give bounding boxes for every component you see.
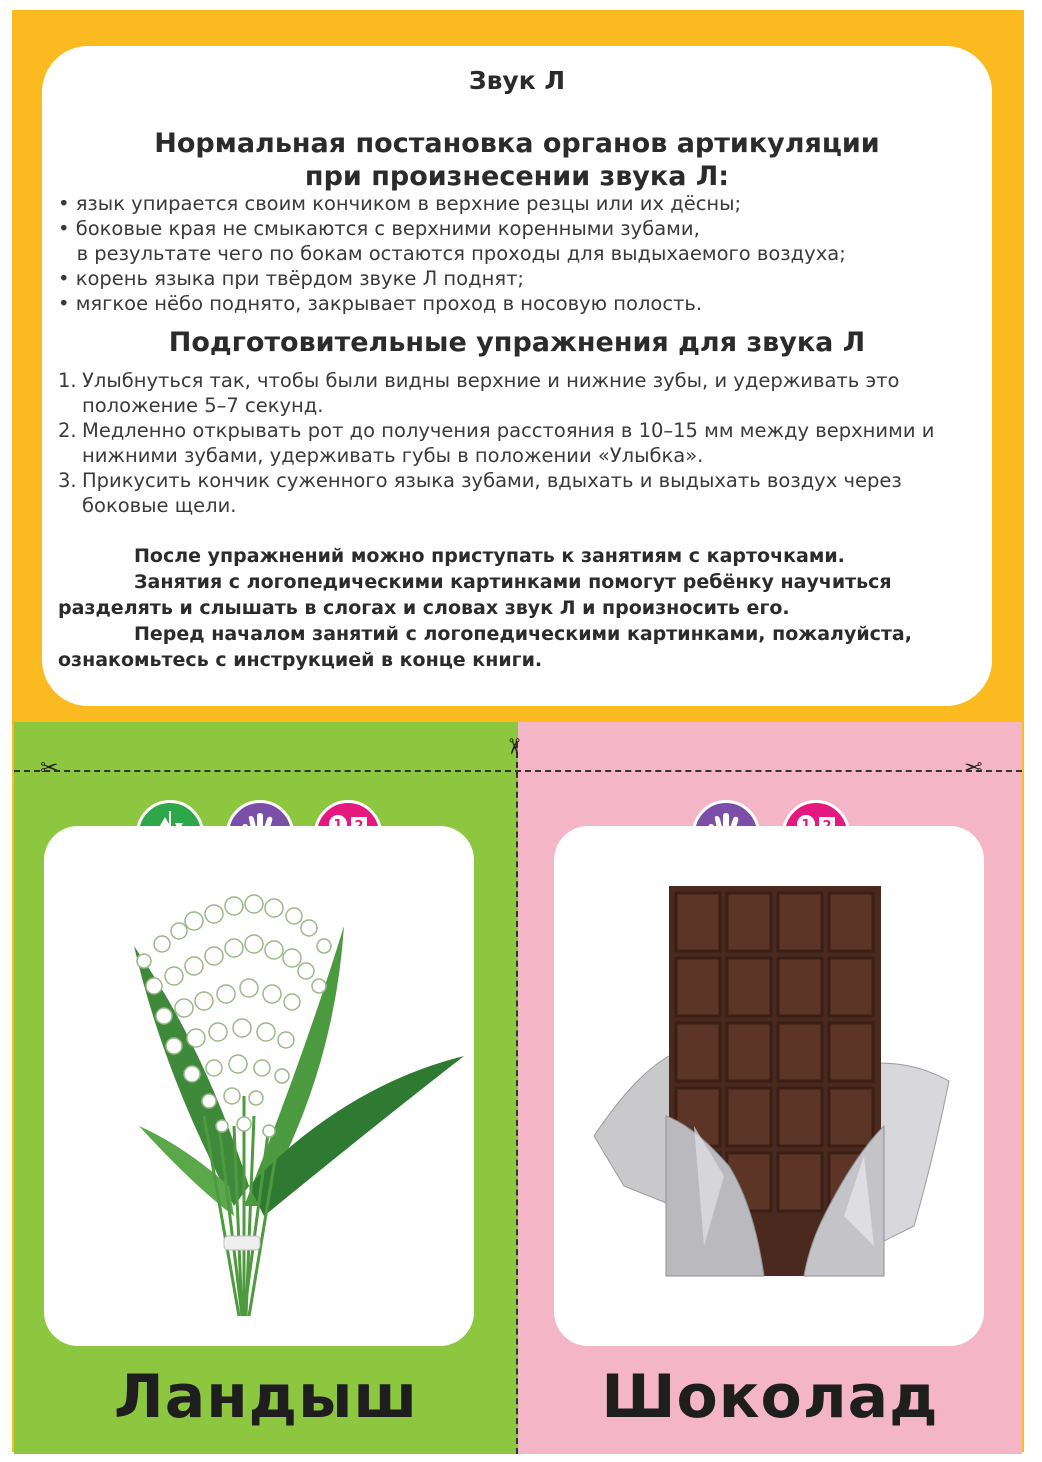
list-item: • корень языка при твёрдом звуке Л поднят; — [58, 267, 525, 290]
scissors-icon: ✂ — [964, 756, 983, 781]
card-word-lily: Ландыш — [113, 1362, 419, 1432]
list-item: 3. Прикусить кончик суженного языка зубами, вдыхать и выдыхать воздух через боковые щели. — [58, 469, 902, 517]
exercises-heading: Подготовительные упражнения для звука Л — [168, 327, 866, 358]
list-item: в результате чего по бокам остаются проходы для выдыхаемого воздуха; — [58, 242, 846, 265]
exercises-list — [58, 368, 983, 518]
card-word-chocolate: Шоколад — [601, 1362, 939, 1432]
cards-area — [14, 722, 1022, 1454]
notes-block: После упражнений можно приступать к занятиям с карточками. Занятия с логопедическими картинками помогут ребёнку научиться разделять и слышать в слогах и словах звук Л и произносить его. Перед началом занятий с логопедическими картинками, пожалуйста, ознакомьтесь с инструкцией в конце книги. — [58, 545, 912, 671]
articulation-list — [58, 191, 978, 316]
articulation-heading: Нормальная постановка органов артикуляции при произнесении звука Л: — [154, 128, 880, 192]
page-title: Звук Л — [468, 66, 566, 95]
list-item: • боковые края не смыкаются с верхними коренными зубами, — [58, 217, 700, 240]
chocolate-bar-image — [554, 826, 984, 1346]
list-item: • язык упирается своим кончиком в верхние резцы или их дёсны; — [58, 192, 742, 215]
list-item: 2. Медленно открывать рот до получения расстояния в 10–15 мм между верхними и нижними зубами, удерживать губы в положении «Улыбка». — [58, 419, 935, 467]
scissors-icon: ✂ — [500, 737, 526, 756]
card-chocolate[interactable] — [554, 826, 984, 1346]
instructions-panel — [42, 46, 992, 706]
list-item: 1. Улыбнуться так, чтобы были видны верхние и нижние зубы, и удерживать это положение 5–7 секунд. — [58, 369, 900, 417]
scissors-icon: ✂ — [40, 756, 59, 781]
cut-line-horizontal — [14, 770, 1022, 772]
card-lily[interactable] — [44, 826, 474, 1346]
list-item: • мягкое нёбо поднято, закрывает проход в носовую полость. — [58, 292, 703, 315]
cut-line-vertical — [516, 742, 518, 1454]
lily-of-the-valley-image — [44, 826, 474, 1346]
